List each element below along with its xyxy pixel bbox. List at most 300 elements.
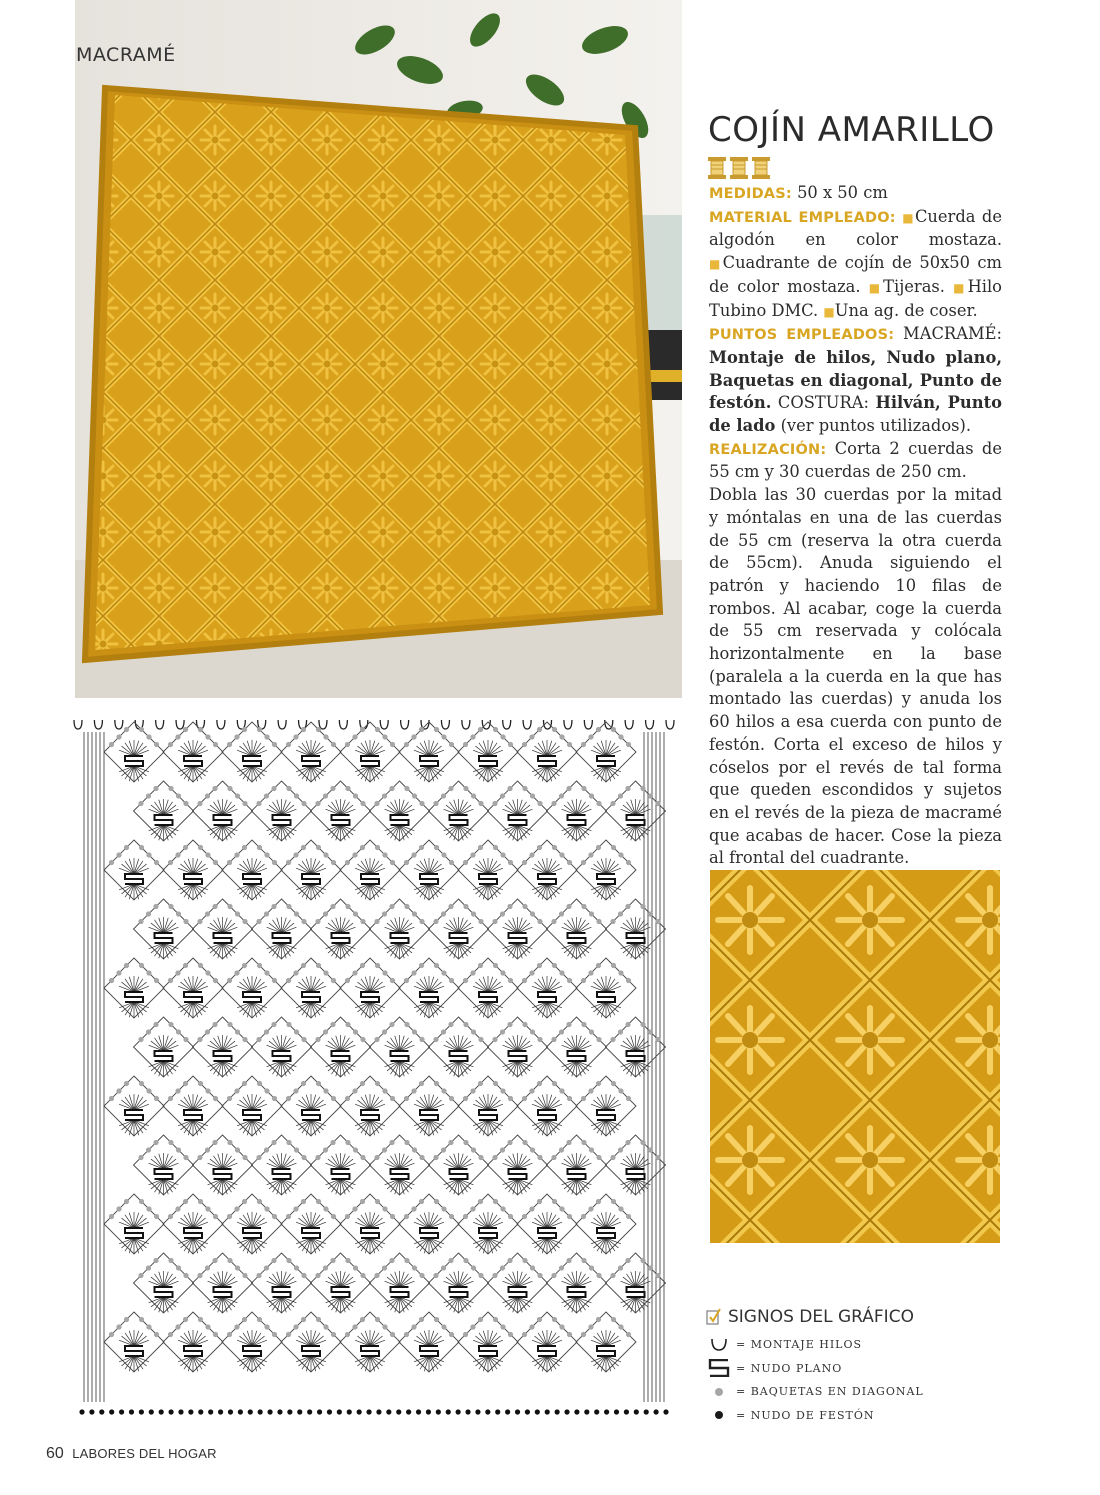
diagonal-bar-dot — [197, 1273, 202, 1278]
diagonal-bar-dot — [522, 860, 527, 865]
mount-loop — [115, 720, 123, 729]
square-knot — [509, 815, 527, 825]
diagonal-bar-dot — [301, 1081, 306, 1086]
diagonal-bar-dot — [293, 852, 298, 857]
legend-label: = NUDO DE FESTÓN — [736, 1408, 875, 1422]
diagonal-bar-dot — [345, 786, 350, 791]
realizacion-first: Corta 2 cuerdas de 55 cm y 30 cuerdas de 250 cm. — [709, 438, 1002, 482]
square-knot — [420, 1110, 438, 1120]
diagonal-bar-dot — [589, 793, 594, 798]
diagonal-bar-dot — [382, 911, 387, 916]
diagonal-bar-dot — [449, 1214, 454, 1219]
square-knot — [214, 1169, 232, 1179]
diagonal-bar-dot — [470, 1088, 475, 1093]
festoon-dot — [624, 1409, 629, 1414]
diagonal-bar-dot — [478, 919, 483, 924]
square-knot — [155, 933, 173, 943]
diagonal-bar-dot — [168, 1258, 173, 1263]
diagonal-bar-dot — [566, 1022, 571, 1027]
diagonal-bar-dot — [146, 911, 151, 916]
diagonal-bar-dot — [471, 793, 476, 798]
diagonal-bar-dot — [360, 801, 365, 806]
festoon-dot — [436, 1409, 441, 1414]
festoon-dot — [545, 1409, 550, 1414]
diagonal-bar-dot — [500, 1147, 505, 1152]
diagonal-bar-dot — [212, 904, 217, 909]
diagonal-bar-dot — [389, 786, 394, 791]
diagonal-bar-dot — [323, 1265, 328, 1270]
diagonal-bar-dot — [507, 904, 512, 909]
mount-loop — [176, 720, 184, 729]
diagonal-bar-dot — [301, 1155, 306, 1160]
diagonal-bar-dot — [183, 801, 188, 806]
diagonal-bar-dot — [500, 852, 505, 857]
square-knot — [627, 815, 645, 825]
diagonal-bar-dot — [648, 1265, 653, 1270]
festoon-dot — [277, 1409, 282, 1414]
diagonal-bar-dot — [382, 1206, 387, 1211]
diagonal-bar-dot — [449, 1096, 454, 1101]
diagonal-bar-dot — [433, 1273, 438, 1278]
diagonal-bar-dot — [470, 1206, 475, 1211]
festoon-dot — [208, 1409, 213, 1414]
diagonal-bar-dot — [116, 734, 121, 739]
square-knot — [597, 1228, 615, 1238]
square-knot — [361, 1346, 379, 1356]
diagonal-bar-dot — [625, 1258, 630, 1263]
section-tag: MACRAMÉ — [76, 44, 176, 66]
diagonal-bar-dot — [596, 963, 601, 968]
square-knot — [391, 1287, 409, 1297]
mount-loop — [523, 720, 531, 729]
diagonal-bar-dot — [559, 911, 564, 916]
page-footer — [46, 1445, 217, 1463]
diagonal-bar-dot — [294, 1265, 299, 1270]
square-knot — [568, 1287, 586, 1297]
mount-loop — [482, 720, 490, 729]
festoon-dot — [99, 1409, 104, 1414]
festoon-dot — [475, 1409, 480, 1414]
publication-name: LABORES DEL HOGAR — [72, 1446, 217, 1461]
diagonal-bar-dot — [478, 1273, 483, 1278]
diagonal-bar-dot — [286, 978, 291, 983]
diagonal-bar-dot — [448, 1022, 453, 1027]
diagonal-bar-dot — [176, 793, 181, 798]
diagonal-bar-dot — [183, 727, 188, 732]
diagonal-bar-dot — [301, 1317, 306, 1322]
square-knot — [273, 815, 291, 825]
festoon-dot — [159, 1409, 164, 1414]
diagonal-bar-dot — [183, 845, 188, 850]
diagonal-bar-dot — [331, 1214, 336, 1219]
diagonal-bar-dot — [183, 1273, 188, 1278]
festoon-dot — [614, 1409, 619, 1414]
diagonal-bar-dot — [471, 1265, 476, 1270]
diagonal-bar-dot — [412, 793, 417, 798]
diagonal-bar-dot — [271, 1140, 276, 1145]
diagonal-bar-dot — [589, 1029, 594, 1034]
diagonal-bar-dot — [441, 970, 446, 975]
puntos-intro: MACRAMÉ: — [903, 324, 1002, 344]
diagonal-bar-dot — [213, 742, 218, 747]
diagonal-bar-dot — [227, 1022, 232, 1027]
diagonal-bar-dot — [411, 1088, 416, 1093]
square-knot — [597, 992, 615, 1002]
mount-loop — [401, 720, 409, 729]
festoon-dot — [119, 1409, 124, 1414]
diagonal-bar-dot — [212, 786, 217, 791]
diagonal-bar-dot — [301, 963, 306, 968]
diagonal-bar-dot — [242, 1037, 247, 1042]
diagonal-bar-dot — [655, 1155, 660, 1160]
diagonal-bar-dot — [618, 1029, 623, 1034]
diagonal-bar-dot — [618, 970, 623, 975]
diagonal-bar-dot — [242, 1081, 247, 1086]
diagonal-bar-dot — [375, 845, 380, 850]
diagonal-bar-dot — [611, 1081, 616, 1086]
diagonal-bar-dot — [353, 1029, 358, 1034]
diagonal-bar-dot — [242, 845, 247, 850]
square-knot — [243, 992, 261, 1002]
diagonal-bar-dot — [235, 1265, 240, 1270]
diagonal-bar-dot — [411, 852, 416, 857]
diagonal-bar-dot — [551, 1273, 556, 1278]
diagonal-bar-dot — [507, 1022, 512, 1027]
diagonal-bar-dot — [500, 734, 505, 739]
diagonal-bar-dot — [508, 860, 513, 865]
diagonal-bar-dot — [286, 1258, 291, 1263]
diagonal-bar-dot — [596, 919, 601, 924]
square-knot — [509, 933, 527, 943]
diagonal-bar-dot — [139, 963, 144, 968]
diagonal-bar-dot — [640, 1140, 645, 1145]
diagonal-bar-dot — [581, 1258, 586, 1263]
square-knot — [302, 992, 320, 1002]
diagonal-bar-dot — [205, 1265, 210, 1270]
diagonal-bar-dot — [124, 845, 129, 850]
page-title: COJÍN AMARILLO — [708, 110, 995, 150]
diagonal-bar-dot — [154, 1096, 159, 1101]
diagonal-bar-dot — [183, 1155, 188, 1160]
square-knot — [332, 933, 350, 943]
diagonal-bar-dot — [434, 1199, 439, 1204]
diagonal-bar-dot — [205, 1206, 210, 1211]
festoon-dot — [604, 1409, 609, 1414]
costura-note: (ver puntos utilizados). — [780, 416, 972, 436]
diagonal-bar-dot — [463, 1214, 468, 1219]
diagonal-bar-dot — [227, 742, 232, 747]
diagonal-bar-dot — [360, 1273, 365, 1278]
diagonal-bar-dot — [316, 1199, 321, 1204]
detail-photo — [710, 870, 1000, 1243]
diagonal-bar-dot — [146, 1088, 151, 1093]
diagonal-bar-dot — [559, 852, 564, 857]
diagonal-bar-dot — [109, 1214, 114, 1219]
diagonal-bar-dot — [551, 1037, 556, 1042]
diagonal-bar-dot — [522, 786, 527, 791]
diagonal-bar-dot — [124, 727, 129, 732]
diagonal-bar-dot — [404, 1096, 409, 1101]
diagonal-bar-dot — [168, 1096, 173, 1101]
festoon-dot — [495, 1409, 500, 1414]
diagonal-bar-dot — [552, 963, 557, 968]
diagonal-bar-dot — [559, 1206, 564, 1211]
diagonal-bar-dot — [648, 1147, 653, 1152]
diagonal-bar-dot — [625, 1140, 630, 1145]
diagonal-bar-dot — [153, 904, 158, 909]
legend-label: = NUDO PLANO — [736, 1361, 843, 1375]
diagonal-bar-dot — [374, 1273, 379, 1278]
diagonal-bar-dot — [345, 860, 350, 865]
diagonal-bar-dot — [412, 1147, 417, 1152]
diagonal-bar-dot — [213, 860, 218, 865]
diagonal-bar-dot — [183, 1037, 188, 1042]
diagonal-bar-dot — [618, 1206, 623, 1211]
square-knot — [391, 1169, 409, 1179]
festoon-dot — [139, 1409, 144, 1414]
square-knot — [302, 756, 320, 766]
diagonal-bar-dot — [315, 919, 320, 924]
diagonal-bar-dot — [382, 970, 387, 975]
diagonal-bar-dot — [294, 1147, 299, 1152]
diagonal-bar-dot — [331, 978, 336, 983]
diagonal-bar-dot — [596, 1199, 601, 1204]
diagonal-bar-dot — [559, 1265, 564, 1270]
diagonal-bar-dot — [441, 793, 446, 798]
square-knot — [214, 1287, 232, 1297]
festoon-dot — [456, 1409, 461, 1414]
diagonal-bar-dot — [198, 1199, 203, 1204]
diagonal-bar-dot — [470, 734, 475, 739]
cushion-photo — [75, 0, 682, 698]
legend-label: = MONTAJE HILOS — [736, 1338, 863, 1352]
diagonal-bar-dot — [434, 1317, 439, 1322]
diagonal-bar-dot — [522, 1258, 527, 1263]
diagonal-bar-dot — [552, 1081, 557, 1086]
diagonal-bar-dot — [508, 1096, 513, 1101]
diagonal-bar-dot — [272, 860, 277, 865]
diagonal-bar-dot — [433, 1155, 438, 1160]
festoon-dot — [357, 1409, 362, 1414]
diagonal-bar-dot — [390, 1096, 395, 1101]
diagonal-bar-dot — [500, 970, 505, 975]
diagonal-bar-dot — [404, 1022, 409, 1027]
diagonal-bar-dot — [374, 1155, 379, 1160]
diagonal-bar-dot — [537, 1273, 542, 1278]
diagonal-bar-dot — [559, 1029, 564, 1034]
diagonal-bar-dot — [205, 734, 210, 739]
diagonal-bar-dot — [315, 801, 320, 806]
diagonal-bar-dot — [293, 1324, 298, 1329]
festoon-dot — [584, 1409, 589, 1414]
diagonal-bar-dot — [124, 1199, 129, 1204]
diagonal-bar-dot — [507, 1258, 512, 1263]
festoon-dot — [485, 1409, 490, 1414]
diagonal-bar-dot — [618, 1088, 623, 1093]
diagonal-bar-dot — [352, 852, 357, 857]
diagonal-bar-dot — [581, 1140, 586, 1145]
diagonal-bar-dot — [330, 1022, 335, 1027]
diagonal-bar-dot — [493, 1081, 498, 1086]
diagonal-bar-dot — [478, 801, 483, 806]
diagonal-bar-dot — [537, 1155, 542, 1160]
diagonal-bar-dot — [492, 801, 497, 806]
diagonal-bar-dot — [264, 852, 269, 857]
diagonal-bar-dot — [404, 904, 409, 909]
diagonal-bar-dot — [559, 1088, 564, 1093]
diagonal-bar-dot — [264, 1324, 269, 1329]
diagonal-bar-dot — [478, 1155, 483, 1160]
festoon-dot — [416, 1409, 421, 1414]
diagonal-bar-dot — [316, 963, 321, 968]
square-knot — [597, 1110, 615, 1120]
legend-heading — [706, 1307, 1006, 1327]
diagonal-bar-dot — [589, 1147, 594, 1152]
diagonal-bar-dot — [176, 911, 181, 916]
square-knot — [391, 933, 409, 943]
diagonal-bar-dot — [227, 904, 232, 909]
diagonal-bar-dot — [360, 1037, 365, 1042]
square-knot — [479, 1228, 497, 1238]
realizacion-paragraph — [709, 438, 1002, 484]
diagonal-bar-dot — [315, 1155, 320, 1160]
diagonal-bar-dot — [522, 742, 527, 747]
diagonal-bar-dot — [588, 734, 593, 739]
diagonal-bar-dot — [212, 1022, 217, 1027]
diagonal-bar-dot — [109, 860, 114, 865]
diagonal-bar-dot — [382, 734, 387, 739]
festoon-dot — [574, 1409, 579, 1414]
diagonal-bar-dot — [492, 919, 497, 924]
diagonal-bar-dot — [272, 742, 277, 747]
diagonal-bar-dot — [390, 978, 395, 983]
diagonal-bar-dot — [648, 1029, 653, 1034]
diagonal-bar-dot — [353, 1265, 358, 1270]
diagonal-bar-dot — [271, 786, 276, 791]
diagonal-bar-dot — [500, 1206, 505, 1211]
chart-legend — [706, 1307, 1006, 1427]
diagonal-bar-dot — [345, 1214, 350, 1219]
legend-item — [706, 1404, 1006, 1428]
diagonal-bar-dot — [566, 904, 571, 909]
diagonal-bar-dot — [323, 734, 328, 739]
diagonal-bar-dot — [567, 860, 572, 865]
mount-loop — [156, 720, 164, 729]
diagonal-bar-dot — [183, 963, 188, 968]
festoon-dot — [644, 1409, 649, 1414]
diagonal-bar-dot — [471, 1147, 476, 1152]
diagonal-bar-dot — [264, 911, 269, 916]
diagonal-bar-dot — [316, 1081, 321, 1086]
diagonal-bar-dot — [508, 1214, 513, 1219]
diagonal-bar-dot — [618, 1324, 623, 1329]
square-knot — [184, 1110, 202, 1120]
diagonal-bar-dot — [382, 793, 387, 798]
diagonal-bar-dot — [493, 1199, 498, 1204]
diagonal-bar-dot — [404, 860, 409, 865]
diagonal-bar-dot — [449, 978, 454, 983]
diagonal-bar-dot — [168, 742, 173, 747]
diagonal-bar-dot — [183, 1081, 188, 1086]
diagonal-bar-dot — [449, 1332, 454, 1337]
diagonal-bar-dot — [581, 978, 586, 983]
diagonal-bar-dot — [286, 786, 291, 791]
diagonal-bar-dot — [537, 727, 542, 732]
diagonal-bar-dot — [323, 1324, 328, 1329]
diagonal-bar-dot — [116, 1206, 121, 1211]
square-knot — [538, 992, 556, 1002]
puntos-label: PUNTOS EMPLEADOS: — [709, 327, 895, 344]
diagonal-bar-dot — [588, 1088, 593, 1093]
square-knot — [597, 756, 615, 766]
square-knot — [332, 1287, 350, 1297]
square-knot — [568, 815, 586, 825]
square-knot — [597, 874, 615, 884]
diagonal-bar-dot — [382, 1265, 387, 1270]
diagonal-bar-dot — [234, 1324, 239, 1329]
square-knot — [302, 1110, 320, 1120]
diagonal-bar-dot — [197, 1155, 202, 1160]
square-knot — [538, 1110, 556, 1120]
diagonal-bar-dot — [264, 734, 269, 739]
diagonal-bar-dot — [433, 1037, 438, 1042]
diagonal-bar-dot — [625, 786, 630, 791]
diagonal-bar-dot — [566, 1140, 571, 1145]
legend-item — [706, 1380, 1006, 1404]
diagonal-bar-dot — [463, 978, 468, 983]
festoon-dot — [663, 1409, 668, 1414]
diagonal-bar-dot — [301, 1199, 306, 1204]
diagonal-bar-dot — [146, 1265, 151, 1270]
diagonal-bar-dot — [529, 734, 534, 739]
diagonal-bar-dot — [352, 1088, 357, 1093]
diagonal-bar-dot — [124, 963, 129, 968]
diagonal-bar-dot — [198, 1081, 203, 1086]
diagonal-bar-dot — [138, 1155, 143, 1160]
diagonal-bar-dot — [374, 919, 379, 924]
square-knot — [155, 815, 173, 825]
diagonal-bar-dot — [352, 1206, 357, 1211]
diagonal-bar-dot — [345, 1258, 350, 1263]
diagonal-bar-dot — [618, 793, 623, 798]
spool-icon — [730, 157, 748, 179]
diagonal-bar-dot — [567, 1214, 572, 1219]
diagonal-bar-dot — [323, 1206, 328, 1211]
festoon-dot — [337, 1409, 342, 1414]
diagonal-bar-dot — [470, 852, 475, 857]
diagonal-bar-dot — [493, 845, 498, 850]
diagonal-bar-dot — [168, 1332, 173, 1337]
diagonal-bar-dot — [626, 978, 631, 983]
square-knot — [361, 992, 379, 1002]
square-knot — [450, 933, 468, 943]
diagonal-bar-dot — [404, 1258, 409, 1263]
diagonal-bar-dot — [293, 1206, 298, 1211]
diagonal-bar-dot — [530, 1147, 535, 1152]
diagonal-bar-dot — [478, 963, 483, 968]
diagonal-bar-dot — [566, 1258, 571, 1263]
diagonal-bar-dot — [242, 727, 247, 732]
diagonal-bar-dot — [301, 845, 306, 850]
diagonal-bar-dot — [611, 1199, 616, 1204]
spool-icon — [752, 157, 770, 179]
diagonal-bar-dot — [596, 845, 601, 850]
diagonal-bar-dot — [227, 1140, 232, 1145]
diagonal-bar-dot — [566, 786, 571, 791]
diagonal-bar-dot — [139, 727, 144, 732]
diagonal-bar-dot — [168, 1214, 173, 1219]
diagonal-bar-dot — [286, 1140, 291, 1145]
